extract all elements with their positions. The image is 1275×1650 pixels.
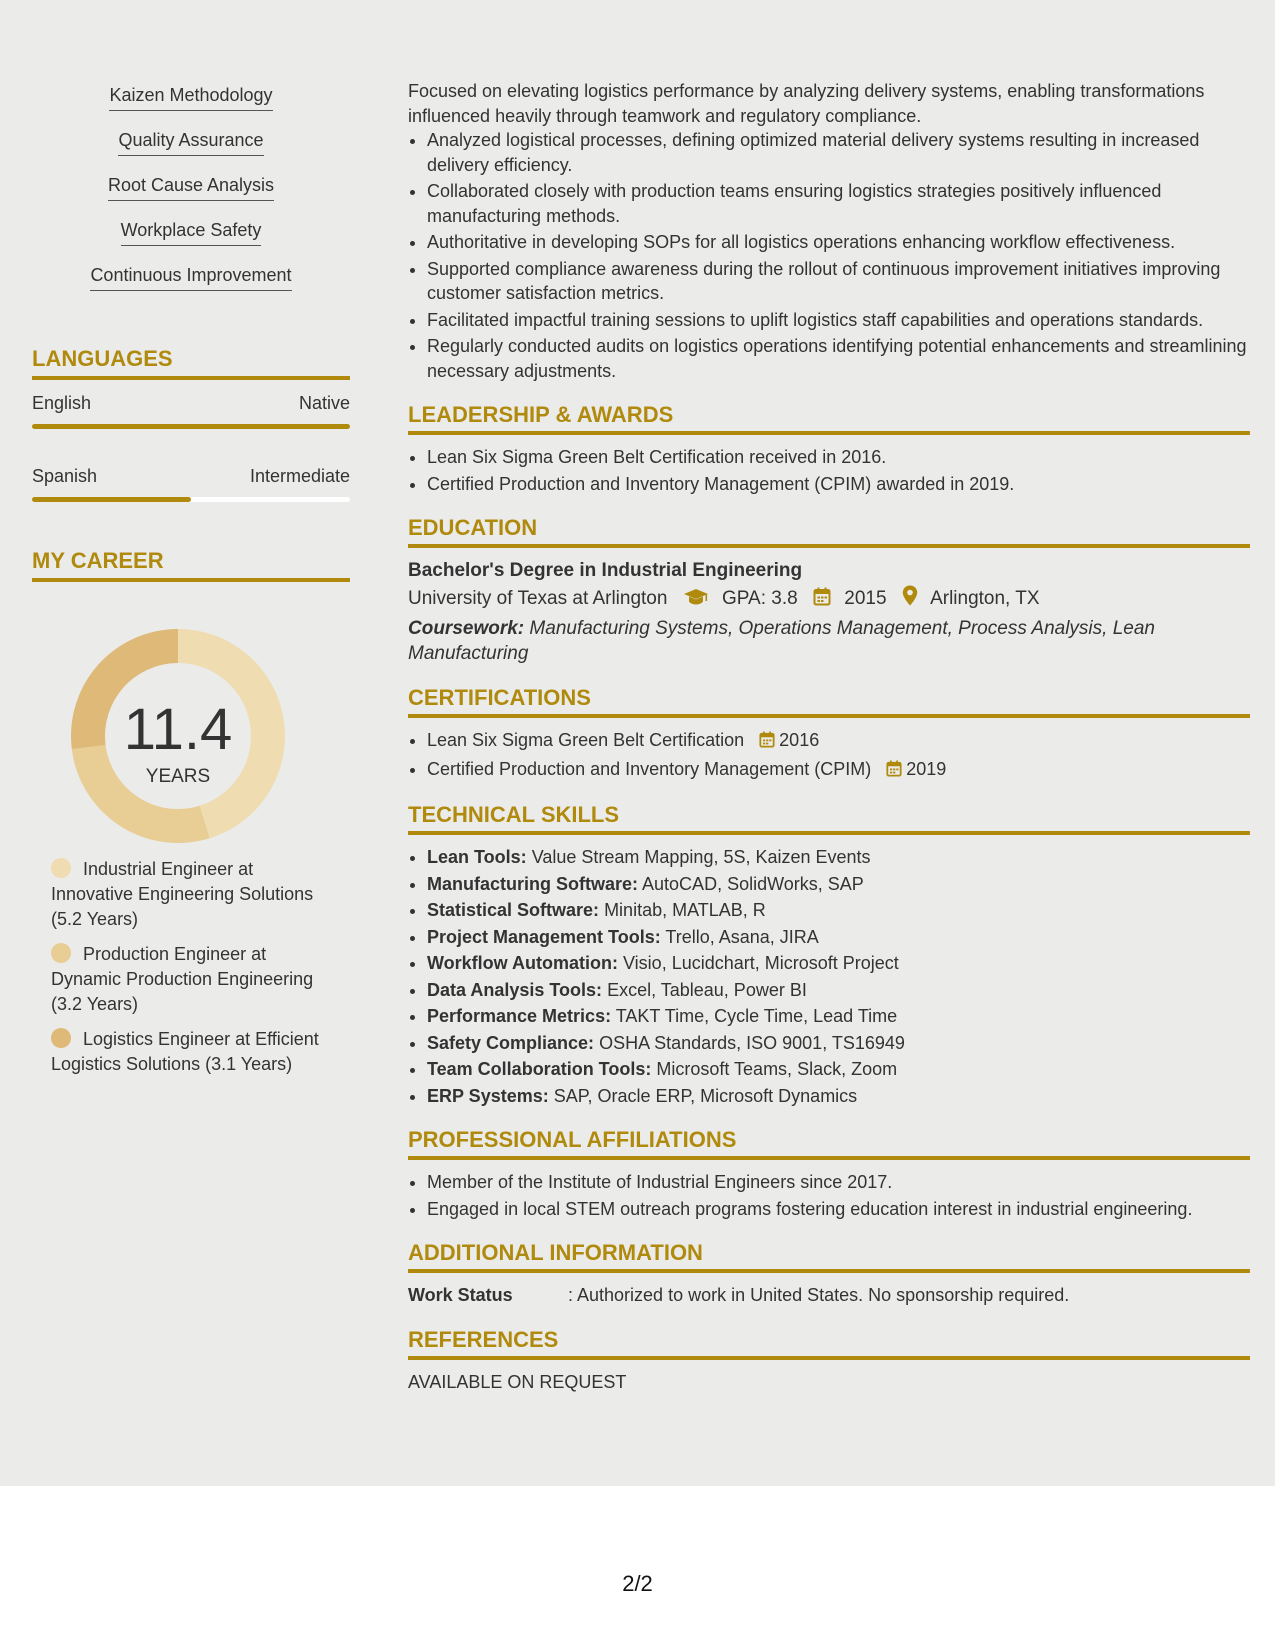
additional-title: ADDITIONAL INFORMATION [408, 1240, 1250, 1273]
list-item: • Project Management Tools: Trello, Asana, JIRA [427, 925, 1250, 950]
skills-list [408, 845, 1250, 1108]
language-item [32, 465, 350, 502]
strength-item: Kaizen Methodology [32, 84, 350, 129]
list-item: • ERP Systems: SAP, Oracle ERP, Microsoft Dynamics [427, 1084, 1250, 1109]
legend-dot [51, 858, 71, 878]
work-status-label: Work Status [408, 1285, 513, 1305]
language-bar-fill [32, 424, 350, 429]
list-item: • Regularly conducted audits on logistics operations identifying potential enhancements and streamlining necessary adjustments. [427, 334, 1250, 383]
career-chart [32, 582, 350, 857]
language-bar [32, 497, 350, 502]
coursework-list: Manufacturing Systems, Operations Management, Process Analysis, Lean Manufacturing [408, 618, 1155, 664]
language-item [32, 392, 350, 429]
cert-year: 2019 [906, 758, 947, 779]
list-item: • Analyzed logistical processes, defining optimized material delivery systems resulting in increased delivery efficiency. [427, 128, 1250, 177]
strength-item: Quality Assurance [32, 129, 350, 174]
career-unit: YEARS [145, 766, 211, 787]
location-pin-icon [902, 585, 918, 616]
strength-item: Continuous Improvement [32, 264, 350, 309]
list-item: • Statistical Software: Minitab, MATLAB, R [427, 898, 1250, 923]
legend-dot [51, 1028, 71, 1048]
affiliations-list [408, 1170, 1250, 1221]
leadership-title: LEADERSHIP & AWARDS [408, 402, 1250, 435]
language-bar-fill [32, 497, 191, 502]
language-name: Spanish [32, 466, 98, 486]
career-title: MY CAREER [32, 548, 350, 582]
list-item: • Team Collaboration Tools: Microsoft Teams, Slack, Zoom [427, 1057, 1250, 1082]
gpa: GPA: 3.8 [722, 588, 798, 609]
list-item: • Data Analysis Tools: Excel, Tableau, Power BI [427, 978, 1250, 1003]
list-item: • Safety Compliance: OSHA Standards, ISO 9001, TS16949 [427, 1031, 1250, 1056]
list-item: • Manufacturing Software: AutoCAD, SolidWorks, SAP [427, 872, 1250, 897]
strength-item: Root Cause Analysis [32, 174, 350, 219]
legend-dot [51, 943, 71, 963]
list-item: • Lean Six Sigma Green Belt Certification received in 2016. [427, 445, 1250, 470]
page-number: 2/2 [622, 1571, 653, 1596]
career-total: 11.4 [123, 697, 233, 762]
list-item: • Member of the Institute of Industrial Engineers since 2017. [427, 1170, 1250, 1195]
work-status-value: : Authorized to work in United States. No sponsorship required. [568, 1285, 1070, 1305]
list-item: • Lean Tools: Value Stream Mapping, 5S, Kaizen Events [427, 845, 1250, 870]
calendar-icon [813, 586, 831, 616]
coursework-label: Coursework: [408, 618, 525, 639]
graduation-cap-icon [683, 586, 709, 616]
leadership-list [408, 445, 1250, 496]
list-item: • Workflow Automation: Visio, Lucidchart, Microsoft Project [427, 951, 1250, 976]
skills-title: TECHNICAL SKILLS [408, 802, 1250, 835]
list-item: • Certified Production and Inventory Management (CPIM) 2019 [427, 757, 1250, 784]
language-bar [32, 424, 350, 429]
experience-summary: Focused on elevating logistics performance by analyzing delivery systems, enabling transformations influenced heavily through teamwork and regulatory compliance. [408, 81, 1205, 126]
experience-bullets [408, 128, 1250, 383]
list-item: • Engaged in local STEM outreach programs fostering education interest in industrial engineering. [427, 1197, 1250, 1222]
education-title: EDUCATION [408, 515, 1250, 548]
strength-item: Workplace Safety [32, 219, 350, 264]
list-item: • Collaborated closely with production teams ensuring logistics strategies positively influenced manufacturing methods. [427, 179, 1250, 228]
references-title: REFERENCES [408, 1327, 1250, 1360]
legend-item: Logistics Engineer at Efficient Logistics Solutions (3.1 Years) [51, 1029, 319, 1074]
list-item: • Authoritative in developing SOPs for all logistics operations enhancing workflow effectiveness. [427, 230, 1250, 255]
list-item: • Facilitated impactful training sessions to uplift logistics staff capabilities and operations standards. [427, 308, 1250, 333]
legend-item: Production Engineer at Dynamic Production Engineering (3.2 Years) [51, 944, 314, 1014]
left-column [32, 84, 350, 1087]
cert-year: 2016 [779, 730, 820, 750]
career-legend [32, 857, 350, 1077]
strengths-list [32, 84, 350, 309]
school-location: Arlington, TX [930, 588, 1040, 609]
degree-title: Bachelor's Degree in Industrial Engineering [408, 560, 803, 581]
language-name: English [32, 393, 92, 413]
right-column [408, 79, 1250, 1394]
calendar-icon [886, 759, 902, 784]
list-item: • Supported compliance awareness during the rollout of continuous improvement initiatives improving customer satisfaction metrics. [427, 257, 1250, 306]
language-level: Native [298, 393, 350, 413]
list-item: • Lean Six Sigma Green Belt Certification 2016 [427, 728, 1250, 755]
certifications-list [408, 728, 1250, 783]
languages-list [32, 392, 350, 502]
work-status [408, 1283, 1250, 1308]
languages-title: LANGUAGES [32, 346, 350, 380]
affiliations-title: PROFESSIONAL AFFILIATIONS [408, 1127, 1250, 1160]
language-level: Intermediate [249, 466, 350, 486]
legend-item: Industrial Engineer at Innovative Engineering Solutions (5.2 Years) [51, 859, 314, 929]
graduation-year: 2015 [844, 588, 887, 609]
certifications-title: CERTIFICATIONS [408, 685, 1250, 718]
school-name: University of Texas at Arlington [408, 588, 668, 609]
list-item: • Certified Production and Inventory Management (CPIM) awarded in 2019. [427, 472, 1250, 497]
education-meta [408, 584, 1250, 616]
calendar-icon [759, 730, 775, 755]
coursework [408, 616, 1250, 666]
list-item: • Performance Metrics: TAKT Time, Cycle Time, Lead Time [427, 1004, 1250, 1029]
references-text: AVAILABLE ON REQUEST [408, 1371, 627, 1392]
